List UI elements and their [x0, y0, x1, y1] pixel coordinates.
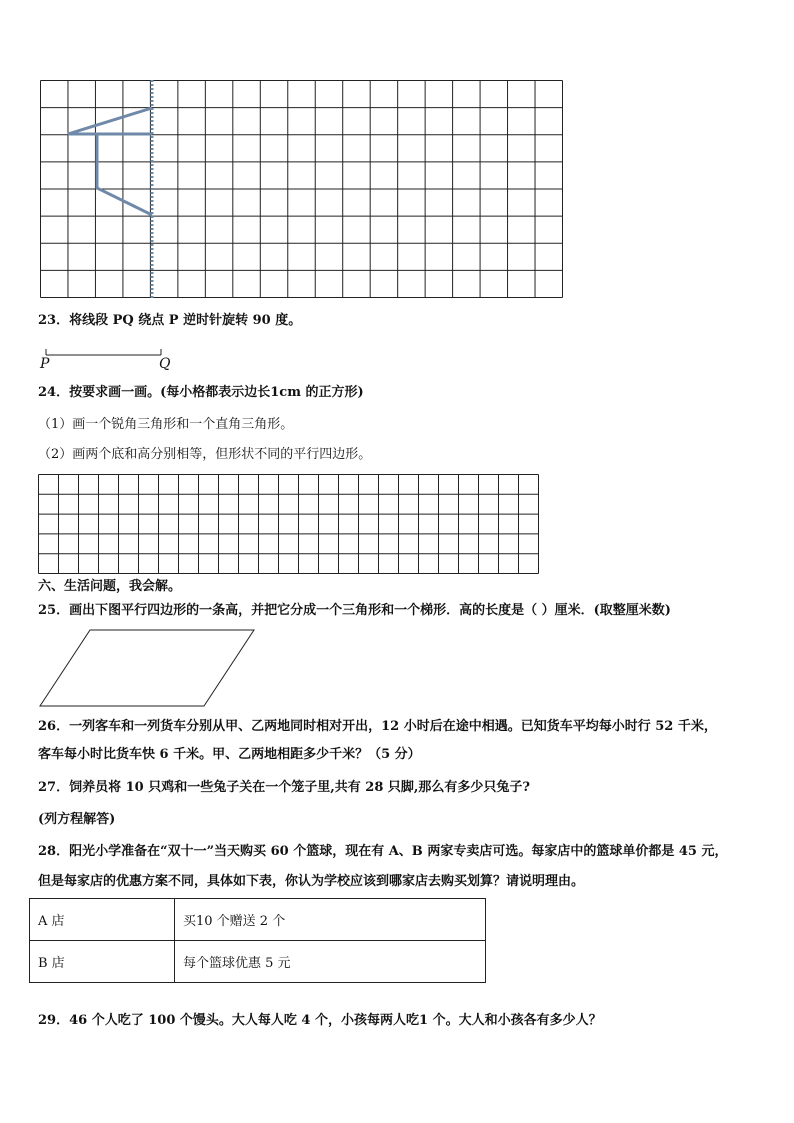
store-cell: B 店 — [30, 941, 175, 983]
question-28-line1: 28．阳光小学准备在“双十一”当天购买 60 个篮球，现在有 A、B 两家专卖店可选。每家店中的篮球单价都是 45 元， — [38, 844, 728, 859]
section-6-title: 六、生活问题，我会解。 — [38, 579, 182, 594]
question-24-part2: （2）画两个底和高分别相等，但形状不同的平行四边形。 — [38, 447, 372, 462]
table-row — [30, 899, 486, 941]
point-q-label: Q — [159, 356, 171, 372]
question-25: 25．画出下图平行四边形的一条高，并把它分成一个三角形和一个梯形．高的长度是（ ）厘米．(取整厘米数) — [38, 603, 671, 618]
grid2-lines — [39, 475, 539, 574]
question-27-note: (列方程解答) — [38, 812, 116, 827]
question-24: 24．按要求画一画。(每小格都表示边长1cm 的正方形) — [38, 385, 364, 400]
half-figure — [68, 108, 152, 134]
store-cell: A 店 — [30, 899, 175, 941]
question-29: 29．46 个人吃了 100 个馒头。大人每人吃 4 个，小孩每两人吃1 个。大人和小孩各有多少人？ — [38, 1013, 602, 1028]
question-24-part1: （1）画一个锐角三角形和一个直角三角形。 — [38, 417, 294, 432]
table-row — [30, 941, 486, 983]
question-27: 27．饲养员将 10 只鸡和一些兔子关在一个笼子里,共有 28 只脚,那么有多少只兔子? — [38, 780, 531, 795]
symmetry-grid — [0, 0, 794, 310]
discount-table — [29, 898, 486, 983]
question-28-line2: 但是每家店的优惠方案不同，具体如下表，你认为学校应该到哪家店去购买划算？请说明理由。 — [38, 874, 585, 889]
question-26-line2: 客车每小时比货车快 6 千米。甲、乙两地相距多少千米？（5 分） — [38, 747, 421, 762]
offer-cell: 买10 个赠送 2 个 — [175, 899, 486, 941]
parallelogram-figure — [0, 620, 300, 720]
question-26-line1: 26．一列客车和一列货车分别从甲、乙两地同时相对开出，12 小时后在途中相遇。已知货车平均每小时行 52 千米， — [38, 719, 717, 734]
drawing-grid — [0, 468, 794, 578]
half-figure-lower — [97, 134, 152, 215]
offer-cell: 每个篮球优惠 5 元 — [175, 941, 486, 983]
grid1-lines — [41, 81, 563, 298]
point-p-label: P — [40, 356, 50, 372]
question-23: 23．将线段 PQ 绕点 P 逆时针旋转 90 度。 — [38, 313, 302, 328]
